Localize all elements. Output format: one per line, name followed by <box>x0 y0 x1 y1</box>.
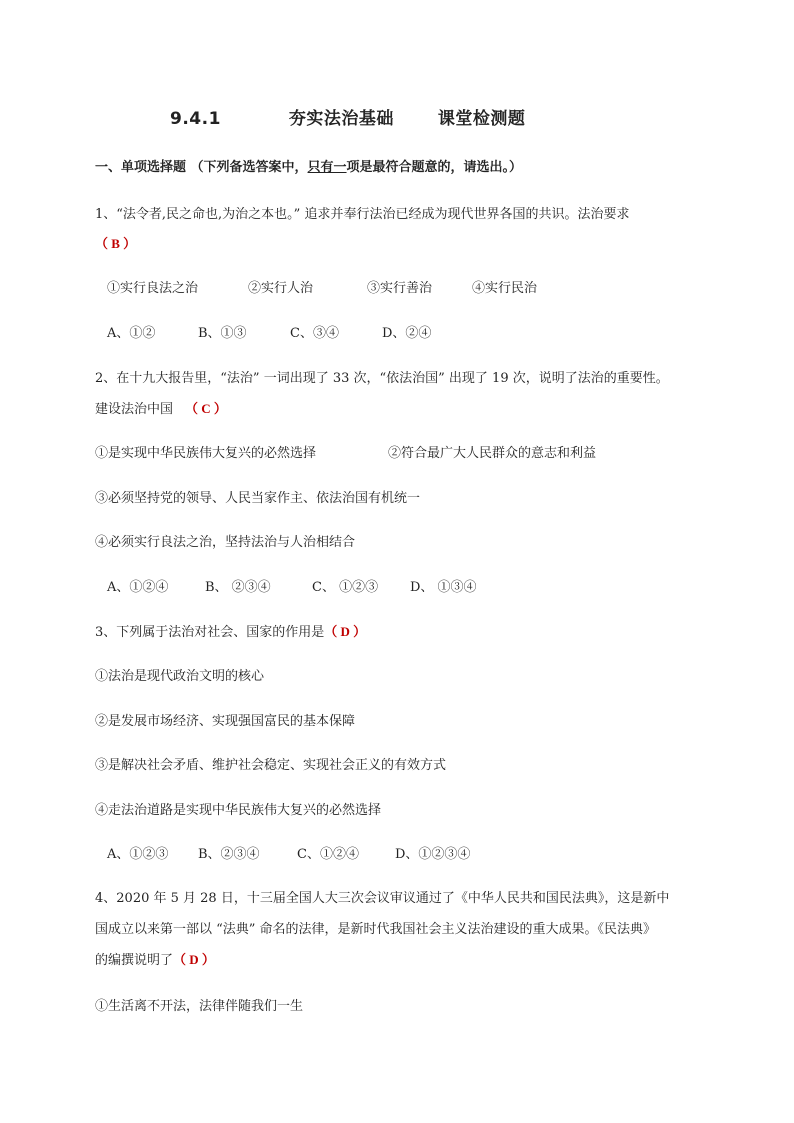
question-1-answer: （ B ） <box>95 236 137 251</box>
q2-statement: ④必须实行良法之治，坚持法治与人治相结合 <box>95 535 356 550</box>
q1-option: B、①③ <box>198 326 247 341</box>
q2-statement: ③必须坚持党的领导、人民当家作主、依法治国有机统一 <box>95 491 421 506</box>
q2-statement: ②符合最广大人民群众的意志和利益 <box>388 446 597 461</box>
section-heading: 一、单项选择题 （下列备选答案中，只有一项是最符合题意的，请选出。） <box>95 160 523 175</box>
lesson-number: 9.4.1 <box>170 109 221 129</box>
q3-option: D、①②③④ <box>395 847 471 862</box>
q3-statement: ④走法治道路是实现中华民族伟大复兴的必然选择 <box>95 803 382 818</box>
question-4-answer: （ D ） <box>173 952 215 967</box>
q2-option: D、 ①③④ <box>410 580 477 595</box>
q1-option: C、③④ <box>290 326 339 341</box>
question-4-stem-cont: 国成立以来第一部以 “法典” 命名的法律，是新时代我国社会主义法治建设的重大成果。《民法典》 <box>95 922 657 937</box>
q3-option: A、①②③ <box>107 847 169 862</box>
question-3-answer: （ D ） <box>324 624 367 639</box>
lesson-name: 夯实法治基础 <box>288 109 394 129</box>
page-title <box>170 104 525 129</box>
question-1-stem: 1、“法令者,民之命也,为治之本也。” 追求并奉行法治已经成为现代世界各国的共识。法治要求 <box>95 207 630 222</box>
q2-option: A、①②④ <box>107 580 169 595</box>
q1-statement: ①实行良法之治 <box>107 281 199 296</box>
worksheet-subtitle: 课堂检测题 <box>437 109 526 129</box>
q3-statement: ②是发展市场经济、实现强国富民的基本保障 <box>95 714 356 729</box>
question-2-answer: （ C ） <box>185 401 227 416</box>
q1-statement: ③实行善治 <box>367 281 433 296</box>
q1-option: D、②④ <box>382 326 432 341</box>
q1-option: A、①② <box>107 326 156 341</box>
q1-statement: ④实行民治 <box>472 281 538 296</box>
question-3-stem: 3、下列属于法治对社会、国家的作用是（ D ） <box>95 624 367 640</box>
question-4-stem-cont: 的编撰说明了（ D ） <box>95 952 215 968</box>
q2-statement: ①是实现中华民族伟大复兴的必然选择 <box>95 446 317 461</box>
q3-option: B、②③④ <box>198 847 260 862</box>
q3-option: C、①②④ <box>297 847 359 862</box>
q2-option: C、 ①②③ <box>312 580 379 595</box>
question-2-stem: 2、在十九大报告里，“法治” 一词出现了 33 次，“依法治国” 出现了 19 次，说明了法治的重要性。 <box>95 371 669 386</box>
question-2-stem-cont: 建设法治中国 （ C ） <box>95 401 227 417</box>
q3-statement: ①法治是现代政治文明的核心 <box>95 669 265 684</box>
q1-statement: ②实行人治 <box>248 281 314 296</box>
q3-statement: ③是解决社会矛盾、维护社会稳定、实现社会正义的有效方式 <box>95 758 447 773</box>
q2-option: B、 ②③④ <box>205 580 271 595</box>
question-4-stem: 4、2020 年 5 月 28 日，十三届全国人大三次会议审议通过了《中华人民共和国民法典》，这是新中 <box>95 891 670 906</box>
q4-statement: ①生活离不开法，法律伴随我们一生 <box>95 999 304 1014</box>
